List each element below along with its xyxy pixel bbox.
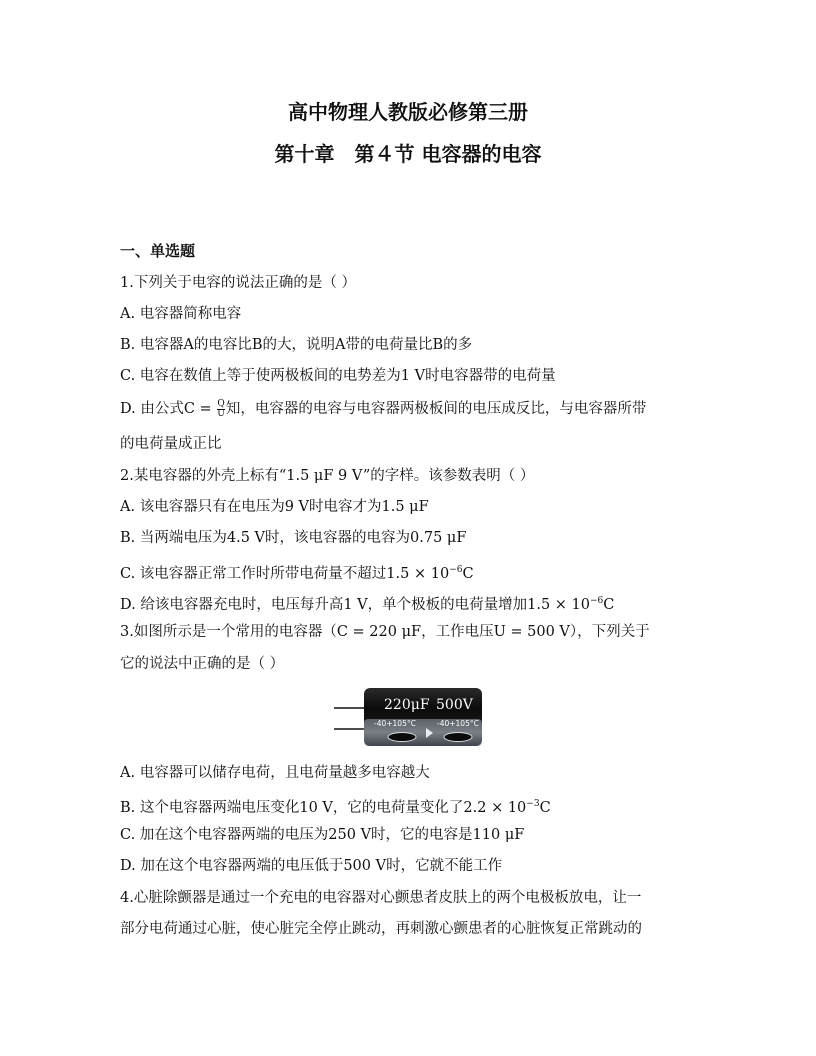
q3-stem-line1: 3.如图所示是一个常用的电容器（C = 220 μF，工作电压U = 500 V），下列关于 bbox=[120, 624, 650, 640]
q2-option-b: B. 当两端电压为4.5 V时，该电容器的电容为0.75 μF bbox=[120, 530, 467, 546]
fraction-denominator: U bbox=[217, 408, 225, 419]
q2-option-a: A. 该电容器只有在电压为9 V时电容才为1.5 μF bbox=[120, 499, 429, 515]
capacitance-label: 220μF bbox=[384, 697, 430, 713]
q1-option-a: A. 电容器简称电容 bbox=[120, 306, 242, 322]
section-heading: 一、单选题 bbox=[120, 242, 196, 260]
q2-option-d-prefix: D. 给该电容器充电时，电压每升高1 V，单个极板的电荷量增加1.5 × 10 bbox=[120, 597, 591, 613]
voltage-label: 500V bbox=[436, 697, 473, 713]
q2-option-c-unit: C bbox=[462, 566, 474, 582]
q1-option-d-continued: 的电荷量成正比 bbox=[120, 436, 222, 452]
q1-option-d bbox=[120, 399, 646, 419]
temp-rating-left: -40+105°C bbox=[374, 719, 416, 728]
q4-stem-line1: 4.心脏除颤器是通过一个充电的电容器对心颤患者皮肤上的两个电极板放电，让一 bbox=[120, 890, 642, 906]
vent-mark-left bbox=[388, 733, 416, 742]
q2-option-c-prefix: C. 该电容器正常工作时所带电荷量不超过1.5 × 10 bbox=[120, 566, 450, 582]
q2-option-d bbox=[120, 591, 614, 615]
document-title: 高中物理人教版必修第三册 bbox=[288, 100, 528, 124]
q2-option-d-exponent: −6 bbox=[590, 596, 604, 606]
q3-option-b-unit: C bbox=[539, 800, 551, 816]
vent-mark-right bbox=[444, 733, 472, 742]
formula-fraction bbox=[217, 400, 225, 419]
q1-option-b: B. 电容器A的电容比B的大，说明A带的电荷量比B的多 bbox=[120, 337, 473, 353]
q4-stem-line2: 部分电荷通过心脏，使心脏完全停止跳动，再刺激心颤患者的心脏恢复正常跳动的 bbox=[120, 921, 642, 937]
temp-rating-right: -40+105°C bbox=[437, 719, 479, 728]
q1-stem: 1.下列关于电容的说法正确的是（ ） bbox=[120, 275, 356, 291]
q3-option-b bbox=[120, 794, 551, 818]
chapter-subtitle: 第十章 第４节 电容器的电容 bbox=[274, 142, 542, 166]
q3-option-d: D. 加在这个电容器两端的电压低于500 V时，它就不能工作 bbox=[120, 858, 503, 874]
q2-option-d-unit: C bbox=[603, 597, 615, 613]
capacitor-image bbox=[334, 686, 484, 748]
q1-option-d-prefix: D. 由公式C = bbox=[120, 401, 217, 417]
q2-option-c bbox=[120, 560, 474, 584]
q2-option-c-exponent: −6 bbox=[449, 565, 463, 575]
q2-stem: 2.某电容器的外壳上标有“1.5 μF 9 V”的字样。该参数表明（ ） bbox=[120, 468, 535, 484]
q3-stem-line2: 它的说法中正确的是（ ） bbox=[120, 656, 285, 672]
q3-option-b-prefix: B. 这个电容器两端电压变化10 V，它的电荷量变化了2.2 × 10 bbox=[120, 800, 527, 816]
q1-option-d-suffix: 知，电容器的电容与电容器两极板间的电压成反比，与电容器所带 bbox=[225, 401, 647, 417]
fraction-numerator: Q bbox=[217, 398, 225, 409]
q3-option-b-exponent: −3 bbox=[526, 799, 540, 809]
q3-option-c: C. 加在这个电容器两端的电压为250 V时，它的电容是110 μF bbox=[120, 827, 525, 843]
q1-option-c: C. 电容在数值上等于使两极板间的电势差为1 V时电容器带的电荷量 bbox=[120, 368, 556, 384]
q3-option-a: A. 电容器可以储存电荷，且电荷量越多电容越大 bbox=[120, 765, 430, 781]
